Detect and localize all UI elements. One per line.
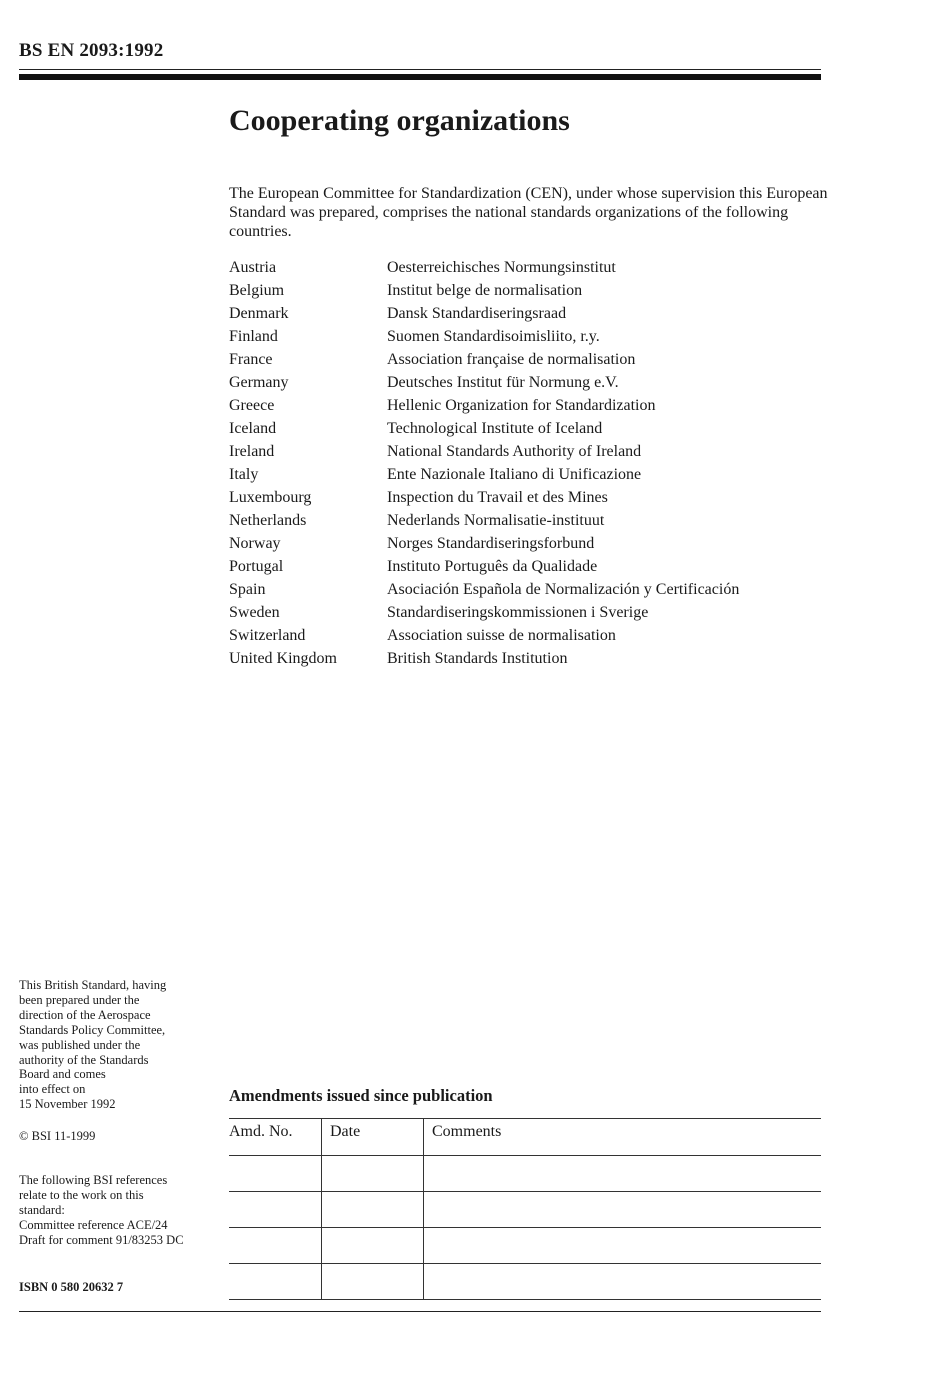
references-note: The following BSI references relate to the work on this standard: Committee reference ACE/24 Draft for comment 91/83253 DC [19, 1173, 184, 1247]
country-name: Spain [229, 580, 266, 598]
standards-body-name: Suomen Standardisoimisliito, r.y. [387, 327, 600, 345]
amendments-header-amd-no: Amd. No. [229, 1119, 322, 1156]
organization-row [229, 624, 829, 647]
standards-body-name: Hellenic Organization for Standardization [387, 396, 656, 414]
standards-body-name: Association suisse de normalisation [387, 626, 616, 644]
amendment-comments-cell [424, 1156, 822, 1192]
country-name: Austria [229, 258, 277, 276]
amendment-row [229, 1156, 821, 1192]
standards-body-name: Deutsches Institut für Normung e.V. [387, 373, 619, 391]
country-name: Norway [229, 534, 281, 552]
page-title: Cooperating organizations [229, 104, 570, 137]
country-name: Luxembourg [229, 488, 312, 506]
standards-body-name: Dansk Standardiseringsraad [387, 304, 567, 322]
country-name: Finland [229, 327, 278, 345]
amendments-header-comments: Comments [424, 1119, 822, 1156]
organization-row [229, 440, 829, 463]
document-id: BS EN 2093:1992 [19, 40, 164, 61]
organization-row [229, 578, 829, 601]
organization-row [229, 279, 829, 302]
standards-body-name: Nederlands Normalisatie-instituut [387, 511, 605, 529]
amendment-comments-cell [424, 1228, 822, 1264]
amendment-date-cell [322, 1264, 424, 1300]
organization-row [229, 302, 829, 325]
country-name: Greece [229, 396, 275, 414]
country-name: Switzerland [229, 626, 306, 644]
amendment-row [229, 1228, 821, 1264]
organization-row [229, 532, 829, 555]
header-rule-thin [19, 69, 821, 70]
organization-row [229, 463, 829, 486]
organization-row [229, 555, 829, 578]
organization-row [229, 486, 829, 509]
country-name: France [229, 350, 273, 368]
standards-body-name: Inspection du Travail et des Mines [387, 488, 608, 506]
isbn-number: ISBN 0 580 20632 7 [19, 1280, 124, 1294]
organization-row [229, 371, 829, 394]
standards-body-name: Oesterreichisches Normungsinstitut [387, 258, 616, 276]
standards-body-name: Ente Nazionale Italiano di Unificazione [387, 465, 642, 483]
footer-rule [19, 1311, 821, 1312]
country-name: Portugal [229, 557, 284, 575]
organization-row [229, 647, 829, 670]
organization-row [229, 256, 829, 279]
country-name: Iceland [229, 419, 277, 437]
organization-row [229, 509, 829, 532]
standards-body-name: British Standards Institution [387, 649, 568, 667]
organization-row [229, 348, 829, 371]
organization-row [229, 394, 829, 417]
amendment-comments-cell [424, 1264, 822, 1300]
country-name: Italy [229, 465, 259, 483]
standards-body-name: Asociación Española de Normalización y Certificación [387, 580, 740, 598]
amendment-amd-no-cell [229, 1264, 322, 1300]
organization-row [229, 325, 829, 348]
standards-body-name: Standardiseringskommissionen i Sverige [387, 603, 649, 621]
amendment-row [229, 1264, 821, 1300]
amendment-amd-no-cell [229, 1228, 322, 1264]
publication-note: This British Standard, having been prepared under the direction of the Aerospace Standards Policy Committee, was published under the authority of the Standards Board and comes into effect on 15 November 1992 [19, 978, 167, 1112]
standards-body-name: Association française de normalisation [387, 350, 636, 368]
amendments-header-date: Date [322, 1119, 424, 1156]
amendment-date-cell [322, 1192, 424, 1228]
amendment-amd-no-cell [229, 1156, 322, 1192]
standards-body-name: Technological Institute of Iceland [387, 419, 603, 437]
country-name: Sweden [229, 603, 280, 621]
organization-row [229, 601, 829, 624]
amendment-date-cell [322, 1228, 424, 1264]
standards-body-name: Norges Standardiseringsforbund [387, 534, 595, 552]
country-name: Belgium [229, 281, 285, 299]
amendment-comments-cell [424, 1192, 822, 1228]
amendments-header-row [229, 1119, 821, 1156]
country-name: Netherlands [229, 511, 307, 529]
amendment-row [229, 1192, 821, 1228]
country-name: Denmark [229, 304, 289, 322]
header-rule-thick [19, 74, 821, 80]
standards-body-name: National Standards Authority of Ireland [387, 442, 642, 460]
amendment-date-cell [322, 1156, 424, 1192]
country-name: Germany [229, 373, 289, 391]
standards-body-name: Instituto Português da Qualidade [387, 557, 598, 575]
amendments-table [229, 1118, 821, 1300]
organizations-table [229, 256, 829, 670]
standards-body-name: Institut belge de normalisation [387, 281, 583, 299]
copyright-note: © BSI 11-1999 [19, 1129, 96, 1143]
country-name: United Kingdom [229, 649, 337, 667]
amendment-amd-no-cell [229, 1192, 322, 1228]
country-name: Ireland [229, 442, 275, 460]
amendments-title: Amendments issued since publication [229, 1086, 493, 1105]
intro-paragraph: The European Committee for Standardization (CEN), under whose supervision this European Standard was prepared, comprises the national standards organizations of the following countries. [229, 185, 828, 240]
organization-row [229, 417, 829, 440]
